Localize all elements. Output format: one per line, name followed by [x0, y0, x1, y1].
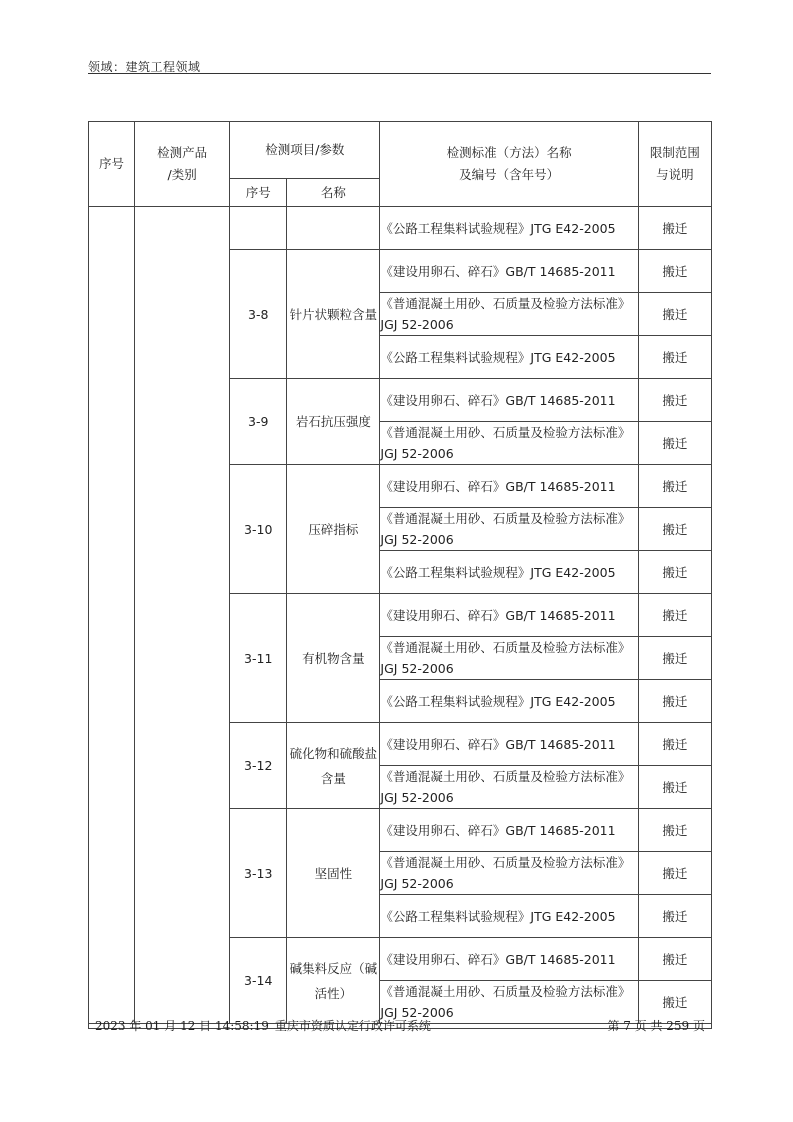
standard-cell: 《公路工程集料试验规程》JTG E42-2005	[380, 680, 638, 723]
param-seq-cell: 3-8	[230, 250, 287, 379]
param-seq-cell: 3-12	[230, 723, 287, 809]
standard-cell: 《建设用卵石、碎石》GB/T 14685-2011	[380, 723, 638, 766]
limit-cell: 搬迁	[638, 379, 711, 422]
header-standard: 检测标准（方法）名称 及编号（含年号）	[380, 122, 638, 207]
param-name-cell: 坚固性	[287, 809, 380, 938]
limit-cell: 搬迁	[638, 422, 711, 465]
standard-cell: 《普通混凝土用砂、石质量及检验方法标准》JGJ 52-2006	[380, 293, 638, 336]
page-footer	[95, 1017, 705, 1034]
limit-cell: 搬迁	[638, 465, 711, 508]
param-name-cell: 碱集料反应（碱活性）	[287, 938, 380, 1024]
limit-cell: 搬迁	[638, 766, 711, 809]
header-param-seq: 序号	[230, 179, 287, 207]
limit-cell: 搬迁	[638, 293, 711, 336]
param-name-cell	[287, 207, 380, 250]
param-seq-cell: 3-13	[230, 809, 287, 938]
standard-cell: 《普通混凝土用砂、石质量及检验方法标准》JGJ 52-2006	[380, 508, 638, 551]
limit-cell: 搬迁	[638, 594, 711, 637]
row-seq-cell	[89, 207, 135, 1024]
param-seq-cell: 3-9	[230, 379, 287, 465]
param-seq-cell	[230, 207, 287, 250]
param-seq-cell: 3-11	[230, 594, 287, 723]
limit-cell: 搬迁	[638, 680, 711, 723]
limit-cell: 搬迁	[638, 723, 711, 766]
param-name-cell: 硫化物和硫酸盐含量	[287, 723, 380, 809]
limit-cell: 搬迁	[638, 250, 711, 293]
standard-cell: 《建设用卵石、碎石》GB/T 14685-2011	[380, 809, 638, 852]
param-name-cell: 针片状颗粒含量	[287, 250, 380, 379]
table-body	[89, 207, 712, 1029]
standard-cell: 《建设用卵石、碎石》GB/T 14685-2011	[380, 250, 638, 293]
footer-system: 重庆市资质认定行政许可系统	[274, 1019, 431, 1033]
standard-cell: 《普通混凝土用砂、石质量及检验方法标准》JGJ 52-2006	[380, 852, 638, 895]
limit-cell: 搬迁	[638, 207, 711, 250]
limit-cell: 搬迁	[638, 336, 711, 379]
table-row	[89, 207, 712, 250]
inspection-table	[88, 121, 712, 1029]
standard-cell: 《公路工程集料试验规程》JTG E42-2005	[380, 207, 638, 250]
header-rule	[88, 73, 711, 74]
standard-cell: 《公路工程集料试验规程》JTG E42-2005	[380, 551, 638, 594]
param-seq-cell: 3-14	[230, 938, 287, 1024]
footer-page-number: 第 7 页 共 259 页	[607, 1019, 705, 1033]
header-limit: 限制范围 与说明	[638, 122, 711, 207]
limit-cell: 搬迁	[638, 551, 711, 594]
param-seq-cell: 3-10	[230, 465, 287, 594]
limit-cell: 搬迁	[638, 852, 711, 895]
header-param-group: 检测项目/参数	[230, 122, 380, 179]
row-product-cell	[135, 207, 230, 1024]
limit-cell: 搬迁	[638, 508, 711, 551]
param-name-cell: 压碎指标	[287, 465, 380, 594]
standard-cell: 《公路工程集料试验规程》JTG E42-2005	[380, 336, 638, 379]
standard-cell: 《建设用卵石、碎石》GB/T 14685-2011	[380, 594, 638, 637]
standard-cell: 《公路工程集料试验规程》JTG E42-2005	[380, 895, 638, 938]
standard-cell: 《普通混凝土用砂、石质量及检验方法标准》JGJ 52-2006	[380, 422, 638, 465]
limit-cell: 搬迁	[638, 938, 711, 981]
limit-cell: 搬迁	[638, 809, 711, 852]
limit-cell: 搬迁	[638, 637, 711, 680]
header-param-name: 名称	[287, 179, 380, 207]
standard-cell: 《普通混凝土用砂、石质量及检验方法标准》JGJ 52-2006	[380, 766, 638, 809]
standard-cell: 《普通混凝土用砂、石质量及检验方法标准》JGJ 52-2006	[380, 637, 638, 680]
header-product: 检测产品 /类别	[135, 122, 230, 207]
standard-cell: 《普通混凝土用砂、石质量及检验方法标准》JGJ 52-2006	[380, 981, 638, 1024]
footer-timestamp: 2023 年 01 月 12 日 14:58:19	[95, 1019, 269, 1033]
page-header-domain: 领域：建筑工程领域	[88, 60, 201, 74]
limit-cell: 搬迁	[638, 981, 711, 1024]
param-name-cell: 有机物含量	[287, 594, 380, 723]
param-name-cell: 岩石抗压强度	[287, 379, 380, 465]
standard-cell: 《建设用卵石、碎石》GB/T 14685-2011	[380, 379, 638, 422]
header-seq: 序号	[89, 122, 135, 207]
standard-cell: 《建设用卵石、碎石》GB/T 14685-2011	[380, 938, 638, 981]
standard-cell: 《建设用卵石、碎石》GB/T 14685-2011	[380, 465, 638, 508]
limit-cell: 搬迁	[638, 895, 711, 938]
